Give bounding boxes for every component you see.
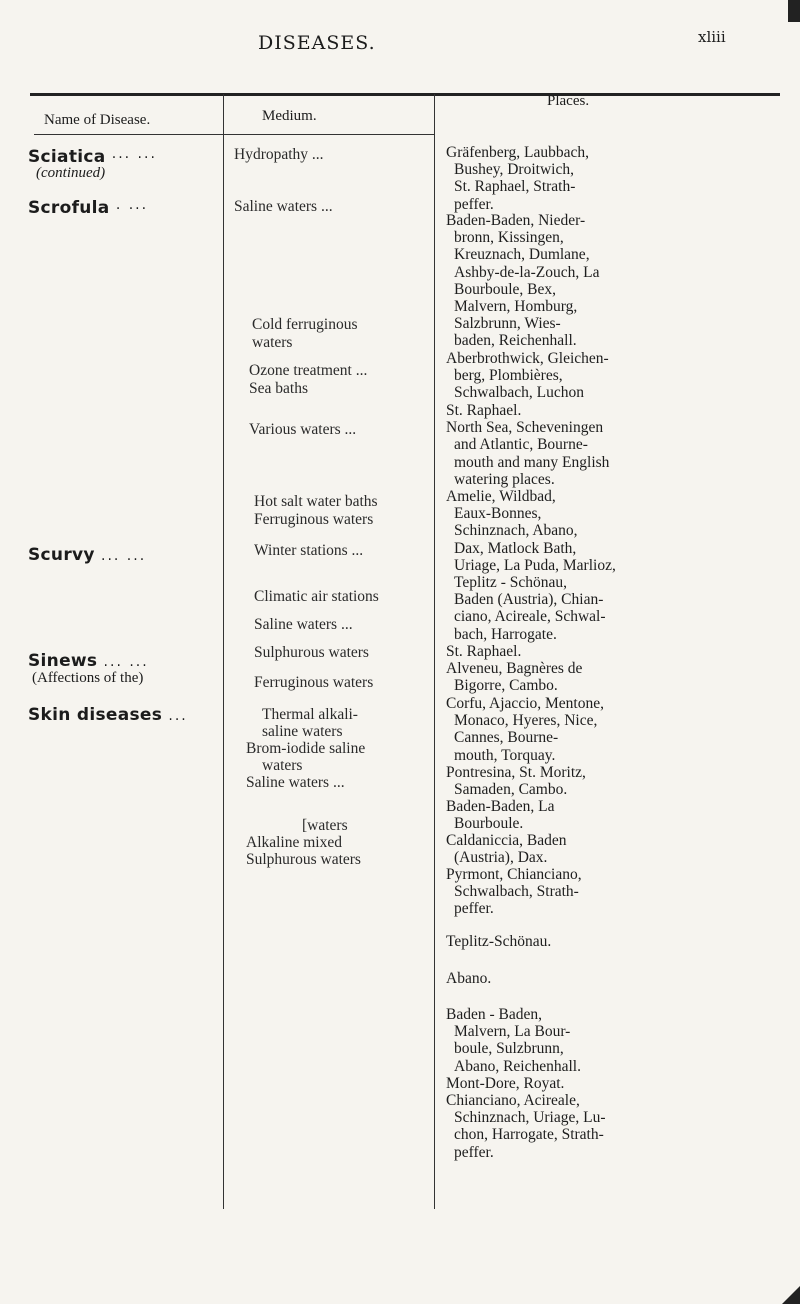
- medium-entry: Saline waters ...: [234, 198, 333, 215]
- running-title: DISEASES.: [258, 32, 376, 54]
- medium-entry: Hot salt water baths Ferruginous waters: [254, 493, 378, 528]
- medium-entry: Hydropathy ...: [234, 146, 324, 163]
- page-corner-mark-bottom: [782, 1286, 800, 1304]
- disease-note: (Affections of the): [32, 670, 144, 686]
- medium-entry: Saline waters ...: [254, 616, 353, 633]
- places-entry: Abano.: [446, 970, 492, 987]
- header-rule: [34, 134, 434, 135]
- page-number: xliii: [698, 28, 726, 46]
- page-corner-mark: [788, 0, 800, 22]
- medium-entry: Various waters ...: [249, 421, 357, 438]
- column-divider-2: [434, 94, 435, 1209]
- col-head-disease: Name of Disease.: [44, 112, 151, 128]
- disease-name: Scrofula · ···: [28, 198, 149, 218]
- medium-entry: Ferruginous waters: [254, 674, 374, 691]
- col-head-places: Places.: [547, 93, 590, 109]
- top-rule: [30, 93, 780, 96]
- col-head-medium: Medium.: [262, 108, 317, 124]
- places-entry: Caldaniccia, Baden (Austria), Dax.: [446, 832, 567, 867]
- column-divider-1: [223, 94, 224, 1209]
- medium-entry: Climatic air stations: [254, 588, 379, 605]
- places-entry: Baden-Baden, Nieder- bronn, Kissingen, Kreuznach, Dumlane, Ashby-de-la-Zouch, La Bourboule, Bex, Malvern, Homburg, Salzbrunn, Wies- baden, Reichenhall.: [446, 212, 600, 350]
- disease-name: Skin diseases ...: [28, 705, 188, 725]
- disease-name: Sciatica ··· ···: [28, 147, 157, 167]
- places-entry: Pontresina, St. Moritz, Samaden, Cambo.: [446, 764, 586, 799]
- places-entry: Aberbrothwick, Gleichen- berg, Plombières, Schwalbach, Luchon: [446, 350, 609, 402]
- places-entry: Gräfenberg, Laubbach, Bushey, Droitwich, St. Raphael, Strath- peffer.: [446, 144, 590, 213]
- disease-note: (continued): [36, 165, 106, 181]
- places-entry: Teplitz-Schönau.: [446, 933, 552, 950]
- medium-entry: Cold ferruginous waters: [252, 316, 358, 351]
- medium-entry: Ozone treatment ... Sea baths: [249, 362, 368, 397]
- places-entry: Amelie, Wildbad, Eaux-Bonnes, Schinznach, Abano, Dax, Matlock Bath, Uriage, La Puda, Marlioz, Teplitz - Schönau, Baden (Austria), Chian- ciano, Acireale, Schwal- bach, Harrogate.: [446, 488, 616, 643]
- places-entry: St. Raphael. North Sea, Scheveningen and Atlantic, Bourne- mouth and many English watering places.: [446, 402, 610, 488]
- places-entry: St. Raphael. Alveneu, Bagnères de Bigorre, Cambo.: [446, 643, 583, 695]
- medium-entry: [waters Alkaline mixed Sulphurous waters: [246, 817, 361, 868]
- places-entry: Corfu, Ajaccio, Mentone, Monaco, Hyeres, Nice, Cannes, Bourne- mouth, Torquay.: [446, 695, 604, 764]
- medium-entry: Sulphurous waters: [254, 644, 369, 661]
- places-entry: Baden-Baden, La Bourboule.: [446, 798, 555, 833]
- disease-name: Sinews ... ...: [28, 651, 149, 671]
- places-entry: Baden - Baden, Malvern, La Bour- boule, Sulzbrunn, Abano, Reichenhall. Mont-Dore, Royat. Chianciano, Acireale, Schinznach, Uriage, Lu- chon, Harrogate, Strath- peffer.: [446, 1006, 606, 1161]
- places-entry: Pyrmont, Chianciano, Schwalbach, Strath- peffer.: [446, 866, 582, 918]
- medium-entry: Winter stations ...: [254, 542, 364, 559]
- medium-entry: Thermal alkali- saline waters Brom-iodide saline waters Saline waters ...: [246, 706, 366, 791]
- disease-name: Scurvy ... ...: [28, 545, 147, 565]
